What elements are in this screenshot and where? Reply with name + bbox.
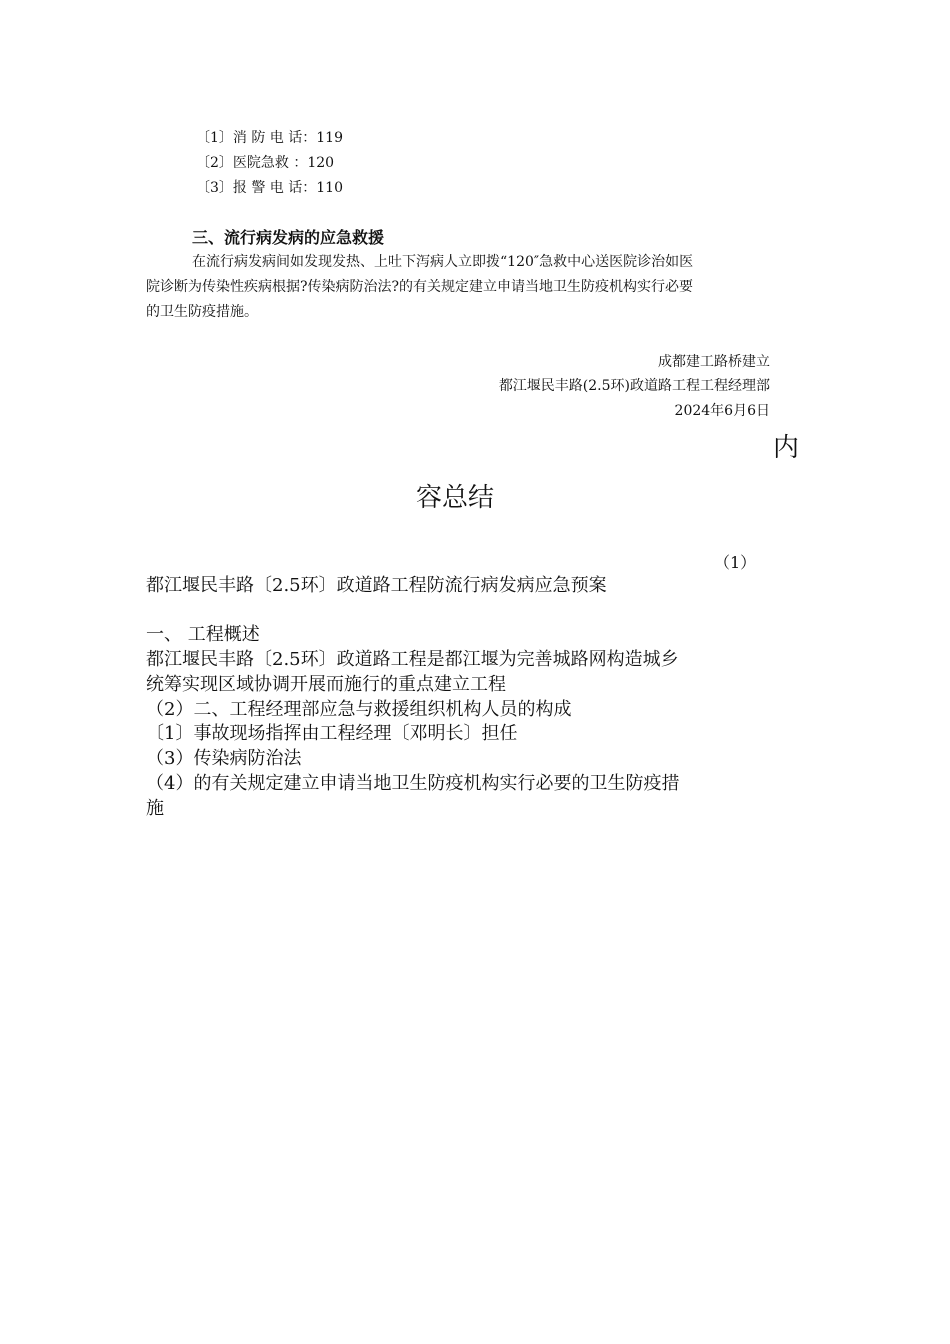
signature-org: 成都建工路桥建立 — [658, 354, 770, 370]
section-heading: 三、流行病发病的应急救援 — [192, 228, 385, 247]
paragraph-line: 的卫生防疫措施。 — [146, 304, 258, 320]
summary-line: （4）的有关规定建立申请当地卫生防疫机构实行必要的卫生防疫措 — [146, 773, 680, 794]
summary-line: 都江堰民丰路〔2.5环〕政道路工程防流行病发病应急预案 — [146, 575, 607, 596]
summary-line: 〔1〕事故现场指挥由工程经理〔邓明长〕担任 — [146, 723, 518, 744]
signature-date: 2024年6月6日 — [674, 403, 770, 419]
summary-number: （1） — [714, 553, 757, 572]
summary-line: （3）传染病防治法 — [146, 748, 302, 769]
summary-line: 施 — [146, 798, 164, 819]
summary-title-part2: 容总结 — [416, 483, 495, 513]
phone-police: 〔3〕报 警 电 话：110 — [196, 180, 343, 196]
summary-line: 一、 工程概述 — [146, 624, 260, 645]
paragraph-line: 在流行病发病间如发现发热、上吐下泻病人立即拨“120″急救中心送医院诊治如医 — [192, 254, 694, 270]
phone-fire: 〔1〕消 防 电 话：119 — [196, 130, 343, 146]
phone-hospital: 〔2〕医院急救 ：120 — [196, 155, 335, 171]
section-paragraph — [146, 250, 806, 325]
summary-line: （2）二、工程经理部应急与救援组织机构人员的构成 — [146, 699, 572, 720]
summary-title-part1: 内 — [773, 433, 800, 463]
paragraph-line: 院诊断为传染性疾病根据?传染病防治法?的有关规定建立申请当地卫生防疫机构实行必要 — [146, 279, 694, 295]
summary-line: 都江堰民丰路〔2.5环〕政道路工程是都江堰为完善城路网构造城乡 — [146, 649, 679, 670]
summary-line: 统筹实现区域协调开展而施行的重点建立工程 — [146, 674, 506, 695]
signature-dept: 都江堰民丰路(2.5环)政道路工程工程经理部 — [498, 378, 770, 394]
